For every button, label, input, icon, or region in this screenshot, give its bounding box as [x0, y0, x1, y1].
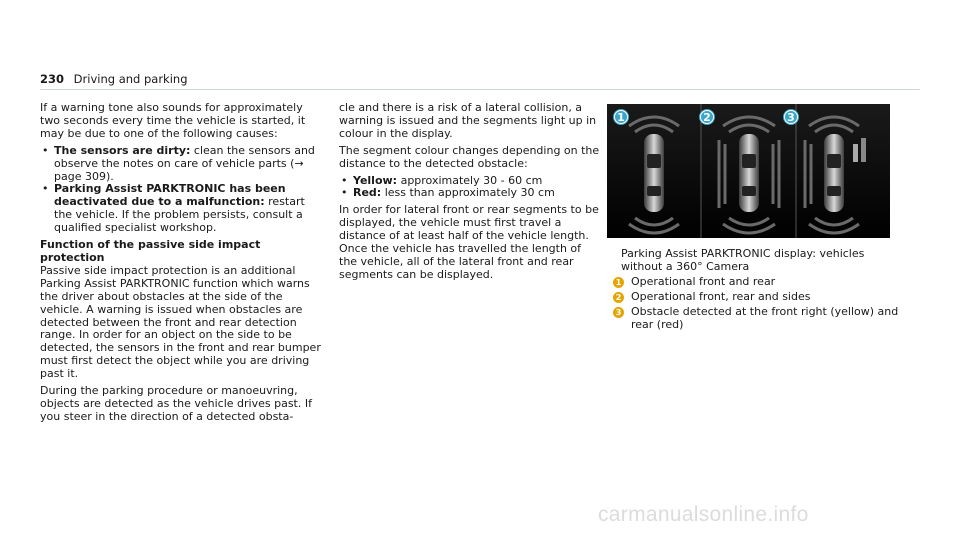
cause-text: restart the vehicle. If the problem persists, consult a qualified specialist workshop. [54, 195, 305, 235]
list-item [40, 145, 322, 184]
caption-item-text: Operational front and rear [631, 274, 776, 288]
column-left [40, 102, 322, 428]
bullet-icon: • [42, 182, 49, 196]
panel-badge-1 [613, 109, 629, 125]
caption-item-text: Operational front, rear and sides [631, 289, 811, 303]
caption-item [613, 276, 903, 289]
car-icon [644, 134, 664, 212]
caption-item-text: Obstacle detected at the front right (yellow) and rear (red) [631, 304, 899, 331]
svg-text:3: 3 [787, 111, 795, 124]
paragraph: During the parking procedure or manoeuvring, objects are detected as the vehicle drives past. If you steer in the direction of a detected obsta- [40, 384, 312, 423]
cause-text: clean the sensors and observe the notes on care of vehicle parts (→ page 309). [54, 143, 315, 183]
svg-text:1: 1 [617, 111, 625, 124]
paragraph: Passive side impact protection is an additional Parking Assist PARKTRONIC function which warns the driver about obstacles at the side of the vehicle. A warning is issued when obstacles are detected between the front and rear detection range. In order for an object on the side to be detected, the sensors in the front and rear bumper must first detect the object while you are driving past it. [40, 263, 321, 381]
number-badge: 1 [613, 277, 624, 288]
intro-paragraph: If a warning tone also sounds for approximately two seconds every time the vehicle is started, it may be due to one of the following causes: [40, 101, 306, 140]
paragraph: cle and there is a risk of a lateral collision, a warning is issued and the segments light up in colour in the display. [339, 101, 597, 140]
bullet-icon: • [341, 173, 348, 187]
causes-list [40, 145, 322, 235]
page-header [40, 72, 188, 86]
column-middle [339, 102, 601, 286]
color-text: approximately 30 - 60 cm [397, 173, 543, 187]
bullet-icon: • [42, 143, 49, 157]
page-number: 230 [40, 72, 65, 86]
figure-caption [613, 248, 903, 331]
number-badge: 3 [613, 307, 624, 318]
paragraph: In order for lateral front or rear segments to be displayed, the vehicle must first travel a distance of at least half of the vehicle length. Once the vehicle has travelled the length of the vehicle, all of the lateral front and rear segments can be displayed. [339, 203, 599, 281]
list-item [339, 187, 601, 200]
cause-label: Parking Assist PARKTRONIC has been deactivated due to a malfunction: [54, 182, 286, 209]
caption-item [613, 291, 903, 304]
color-text: less than approximately 30 cm [381, 186, 555, 200]
caption-title: Parking Assist PARKTRONIC display: vehicles without a 360° Camera [621, 247, 865, 273]
panel-badge-3 [783, 109, 799, 125]
svg-text:2: 2 [703, 111, 711, 124]
parktronic-illustration [607, 104, 890, 238]
watermark: carmanualsonline.info [598, 503, 809, 526]
color-label: Red: [353, 186, 382, 200]
caption-item [613, 306, 903, 332]
header-rule [40, 89, 920, 90]
color-label: Yellow: [353, 173, 398, 187]
obstacle-front-right [853, 144, 858, 162]
list-item [40, 183, 322, 235]
car-icon [824, 134, 844, 212]
number-badge: 2 [613, 292, 624, 303]
section-heading: Function of the passive side impact protection [40, 238, 261, 264]
colors-list [339, 175, 601, 201]
panel-badge-2 [699, 109, 715, 125]
cause-label: The sensors are dirty: [54, 143, 191, 157]
parktronic-figure [607, 104, 890, 238]
paragraph: The segment colour changes depending on the distance to the detected obstacle: [339, 143, 600, 170]
bullet-icon: • [341, 186, 348, 200]
car-icon [739, 134, 759, 212]
section-title: Driving and parking [73, 72, 188, 86]
